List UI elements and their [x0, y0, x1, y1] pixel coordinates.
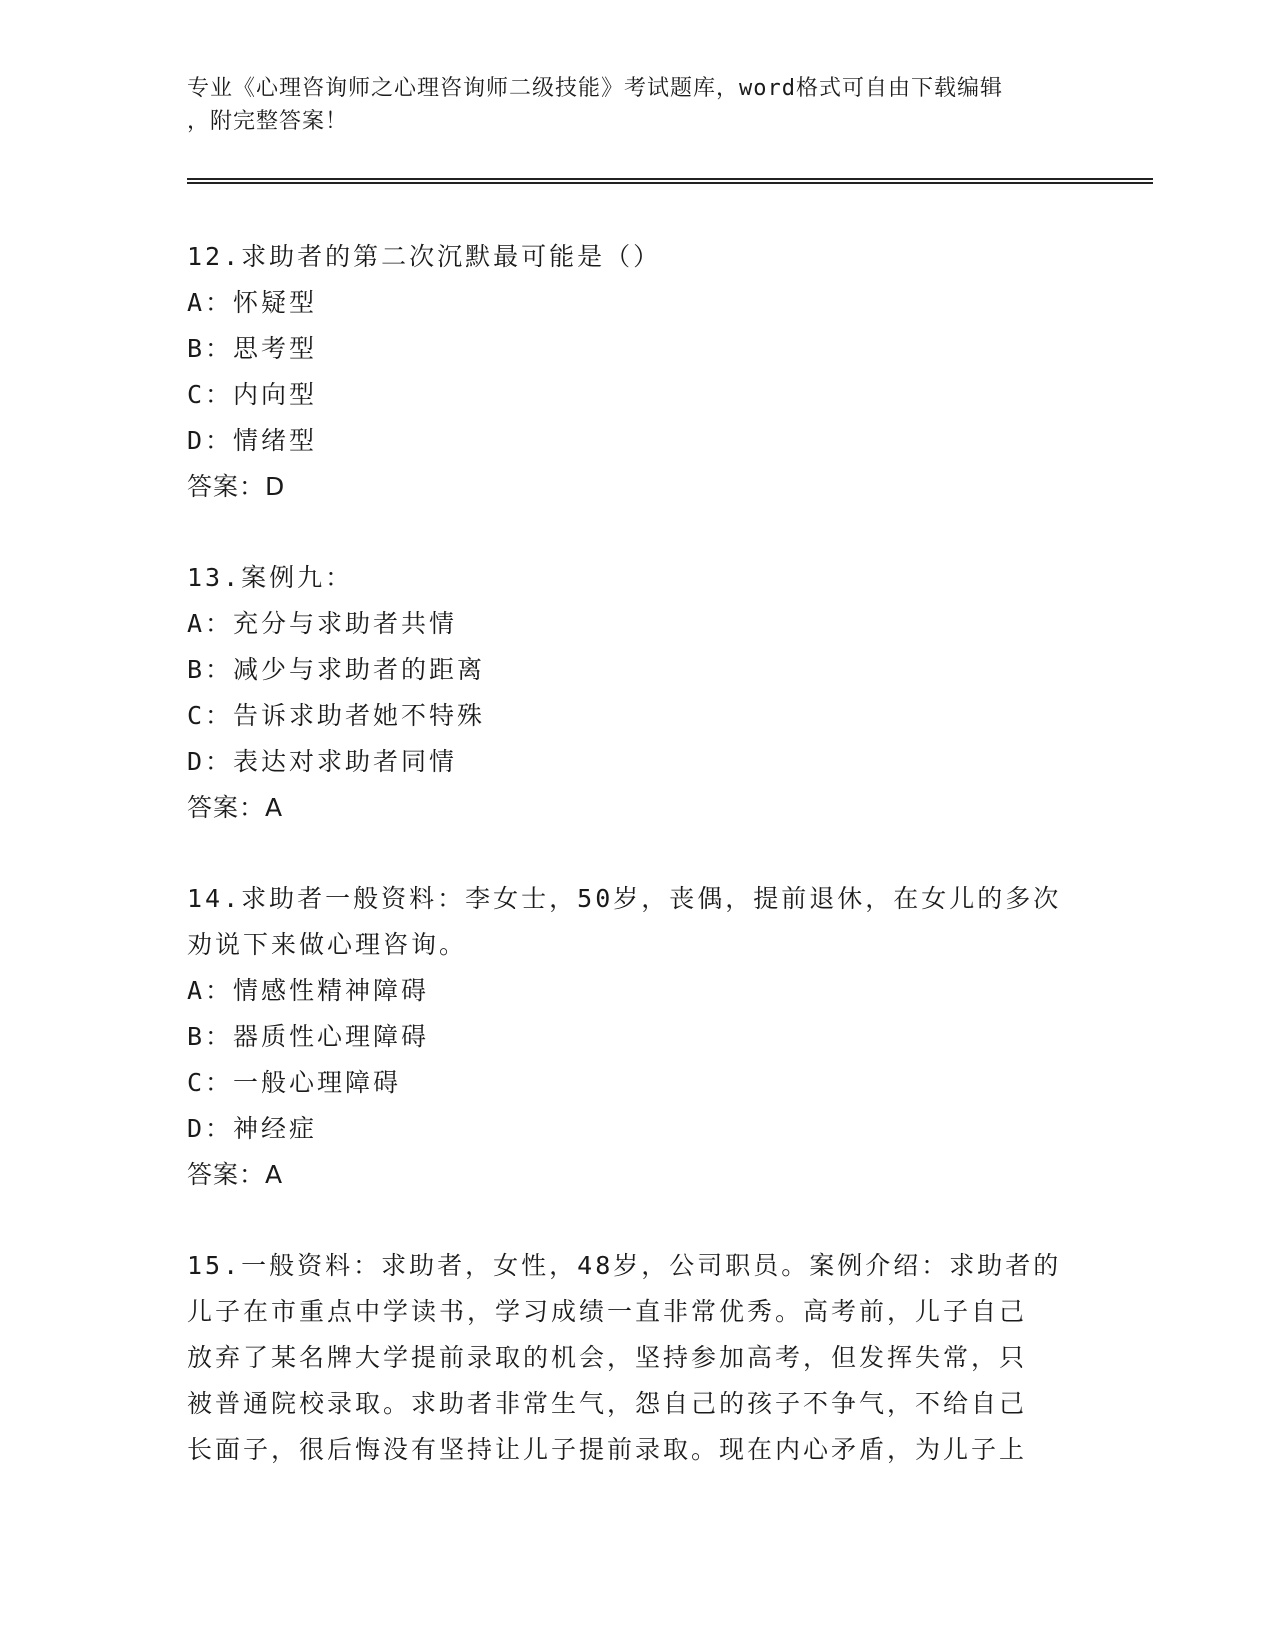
question-stem: 13.案例九： — [187, 563, 354, 592]
header-divider-top — [187, 178, 1153, 180]
header-line-2: ，附完整答案！ — [187, 109, 349, 134]
question-stem-line-4: 被普通院校录取。求助者非常生气，怨自己的孩子不争气，不给自己 — [187, 1389, 1028, 1418]
question-list — [187, 234, 1087, 1473]
header-divider-bottom — [187, 182, 1153, 184]
question-stem-line-5: 长面子，很后悔没有坚持让儿子提前录取。现在内心矛盾，为儿子上 — [187, 1435, 1028, 1464]
answer: 答案：A — [187, 1160, 284, 1189]
question-12 — [187, 234, 1087, 510]
question-14 — [187, 876, 1087, 1198]
option-d: D：表达对求助者同情 — [187, 747, 458, 776]
question-stem-line-2: 儿子在市重点中学读书，学习成绩一直非常优秀。高考前，儿子自己 — [187, 1297, 1028, 1326]
option-c: C：告诉求助者她不特殊 — [187, 701, 486, 730]
answer: 答案：A — [187, 793, 284, 822]
option-b: B：思考型 — [187, 334, 318, 363]
question-13 — [187, 555, 1087, 831]
document-header — [187, 72, 1087, 138]
question-15 — [187, 1243, 1087, 1473]
option-a: A：情感性精神障碍 — [187, 976, 430, 1005]
option-d: D：神经症 — [187, 1114, 318, 1143]
option-a: A：充分与求助者共情 — [187, 609, 458, 638]
question-stem-line-1: 14.求助者一般资料：李女士，50岁，丧偶，提前退休，在女儿的多次 — [187, 884, 1062, 913]
option-d: D：情绪型 — [187, 426, 318, 455]
option-a: A：怀疑型 — [187, 288, 318, 317]
question-stem: 12.求助者的第二次沉默最可能是（） — [187, 242, 662, 271]
question-stem-line-1: 15.一般资料：求助者，女性，48岁，公司职员。案例介绍：求助者的 — [187, 1251, 1062, 1280]
question-stem-line-3: 放弃了某名牌大学提前录取的机会，坚持参加高考，但发挥失常，只 — [187, 1343, 1028, 1372]
question-stem-line-2: 劝说下来做心理咨询。 — [187, 930, 468, 959]
answer: 答案：D — [187, 472, 286, 501]
header-line-1: 专业《心理咨询师之心理咨询师二级技能》考试题库，word格式可自由下载编辑 — [187, 76, 1003, 101]
option-c: C：一般心理障碍 — [187, 1068, 402, 1097]
option-c: C：内向型 — [187, 380, 318, 409]
option-b: B：减少与求助者的距离 — [187, 655, 486, 684]
option-b: B：器质性心理障碍 — [187, 1022, 430, 1051]
